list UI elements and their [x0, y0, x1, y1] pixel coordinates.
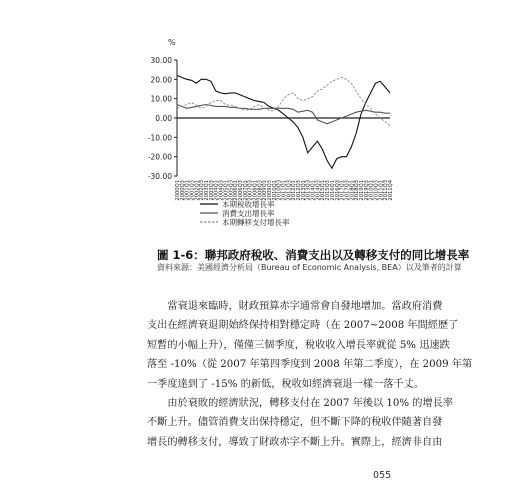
x-tick-label: 2003Q1	[204, 180, 211, 201]
x-tick-label: 2011Q4	[388, 180, 394, 201]
x-tick-label: 2002Q1	[194, 180, 201, 201]
x-tick-label: 2004Q3	[218, 180, 225, 201]
y-tick-label: -10.00	[147, 133, 172, 143]
text-line: 增長的轉移支付，導致了財政赤字不斷上升。實際上，經濟非自由	[147, 436, 443, 448]
x-tick-label: 2011Q1	[281, 180, 288, 201]
y-tick-label: 0.00	[155, 114, 172, 123]
x-tick-label: 2013Q1	[300, 180, 307, 201]
y-unit-label: %	[168, 38, 176, 47]
x-tick-label: 2018Q3	[354, 180, 361, 201]
x-tick-label: 2016Q3	[334, 180, 341, 201]
y-tick-label: 20.00	[150, 75, 172, 85]
text-line: 短暫的小幅上升），僅僅三個季度，稅收收入增長率就從 5% 迅速跌	[147, 339, 450, 351]
text-line: 不斷上升。儘管消費支出保持穩定，但不斷下降的稅收伴隨著自發	[147, 417, 443, 429]
x-tick-label: 2008Q3	[257, 180, 264, 201]
x-tick-label: 2018Q1	[349, 180, 356, 201]
page-number: 055	[373, 470, 392, 481]
x-tick-label: 2017Q3	[344, 180, 351, 201]
series-line-1	[177, 76, 390, 169]
text-line: 由於衰敗的經濟狀況，轉移支付在 2007 年後以 10% 的增長率	[147, 398, 454, 410]
x-tick-label: 2005Q3	[228, 180, 235, 201]
y-tick-label: -30.00	[147, 172, 172, 181]
y-tick-label: -20.00	[147, 152, 172, 162]
x-tick-label: 2010Q1	[368, 180, 375, 201]
text-line: 支出在經濟衰退期始終保持相對穩定時（在 2007~2008 年間經歷了	[147, 320, 459, 332]
figure-caption: 圖 1-6：聯邦政府稅收、消費支出以及轉移支付的同比增長率	[157, 248, 470, 262]
x-tick-label: 2008Q1	[252, 180, 259, 201]
x-tick-label: 2001Q1	[184, 180, 191, 201]
x-tick-label: 2014Q3	[315, 180, 322, 201]
x-tick-label: 2010Q3	[373, 180, 380, 201]
x-tick-label: 2005Q1	[223, 180, 230, 201]
x-tick-label: 2002Q3	[199, 180, 206, 201]
x-tick-label: 2012Q1	[291, 180, 298, 201]
x-tick-label: 2014Q1	[310, 180, 317, 201]
x-tick-label: 2017Q1	[339, 180, 346, 201]
y-tick-label: 30.00	[150, 56, 172, 65]
x-tick-label: 2019Q1	[358, 180, 365, 201]
x-tick-label: 2011Q1	[378, 180, 385, 201]
legend-label-1: 本期稅收增長率	[222, 200, 275, 209]
x-tick-label: 2015Q3	[325, 180, 332, 201]
text-line: 當衰退來臨時，財政預算赤字通常會自發地增加。當政府消費	[147, 301, 443, 312]
x-tick-label: 2000Q3	[179, 180, 186, 201]
legend-label-2: 消費支出增長率	[222, 209, 275, 218]
x-tick-label: 2006Q1	[233, 180, 240, 201]
x-tick-label: 2007Q1	[242, 179, 249, 201]
paragraph-1	[147, 297, 473, 394]
x-tick-label: 2016Q1	[329, 180, 336, 201]
x-tick-label: 2015Q1	[320, 180, 327, 201]
paragraph-2	[147, 394, 454, 452]
figure-source: 資料來源：美國經濟分析局（Bureau of Economic Analysis, BEA）以及筆者的計算	[157, 263, 462, 272]
x-tick-label: 2013Q3	[305, 180, 312, 201]
x-tick-label: 2003Q3	[208, 180, 215, 201]
x-tick-label: 2000Q1	[175, 180, 181, 201]
x-tick-label: 2004Q1	[213, 180, 220, 201]
x-tick-label: 2019Q3	[363, 180, 370, 201]
line-chart	[0, 0, 520, 240]
chart-svg	[0, 0, 520, 240]
x-tick-label: 2010Q3	[276, 180, 283, 201]
x-tick-label: 2010Q1	[271, 180, 278, 201]
x-tick-label: 2001Q3	[189, 180, 196, 201]
body-text	[147, 297, 473, 452]
x-tick-label: 2009Q1	[262, 180, 269, 201]
x-tick-label: 2011Q3	[286, 180, 293, 201]
x-tick-label: 2007Q3	[247, 180, 254, 201]
x-tick-label: 2006Q3	[237, 180, 244, 201]
x-tick-label: 2011Q3	[383, 180, 390, 201]
text-line: 一季度達到了 -15% 的新低，稅收如經濟衰退一樣一落千丈。	[147, 378, 425, 390]
x-tick-label: 2009Q3	[266, 180, 273, 201]
y-tick-label: 10.00	[150, 94, 172, 104]
legend-label-3: 本期轉移支付增長率	[222, 218, 290, 227]
text-line: 落至 -10%（從 2007 年第四季度到 2008 年第二季度），在 2009 年第	[147, 359, 473, 371]
x-tick-label: 2012Q3	[296, 180, 303, 201]
